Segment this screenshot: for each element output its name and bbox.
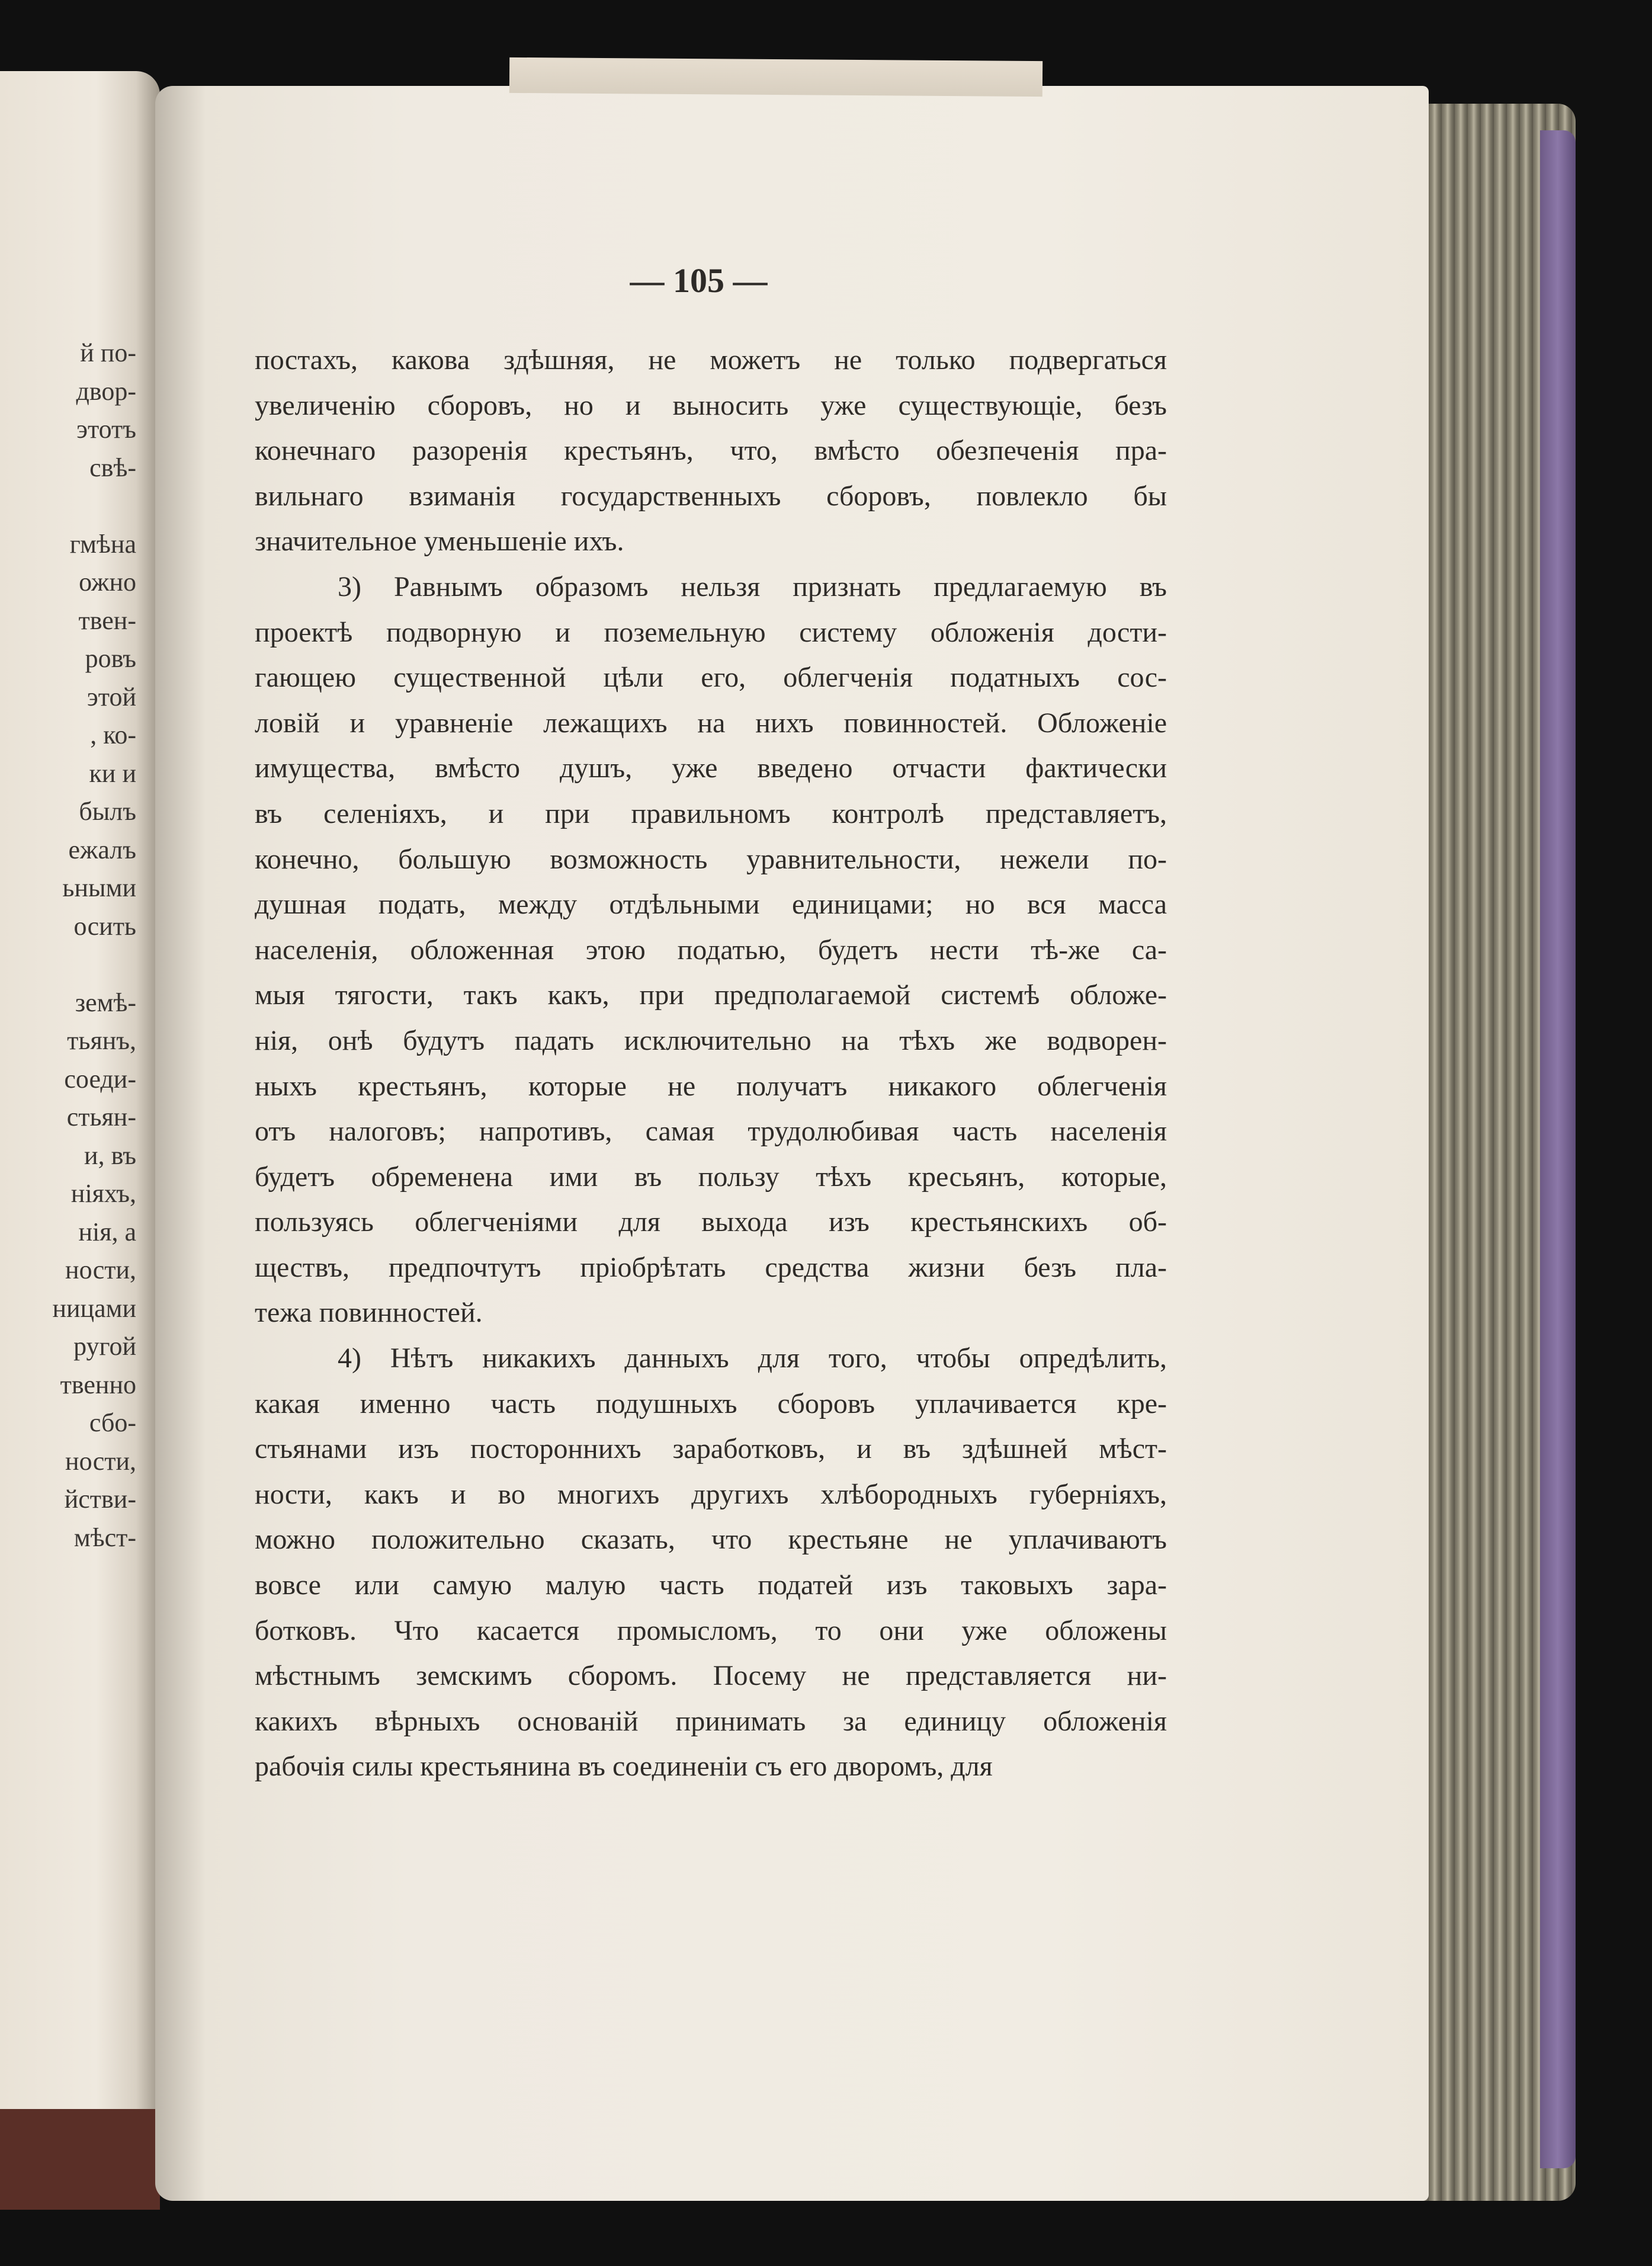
previous-page-line: былъ [79, 797, 136, 826]
previous-page-line: стьян- [66, 1102, 136, 1132]
paragraph [255, 565, 1167, 1336]
text-line: ботковъ. Что касается промысломъ, то они уже обложены [255, 1614, 1167, 1646]
text-line: можно положительно сказать, что крестьяне не уплачиваютъ [255, 1524, 1167, 1556]
text-line: ности, какъ и во многихъ другихъ хлѣбородныхъ губерніяхъ, [255, 1478, 1167, 1510]
text-line: ществъ, предпочтутъ пріобрѣтать средства жизни безъ пла- [255, 1251, 1167, 1283]
page-number-text: — 105 — [630, 261, 768, 300]
text-line: въ селеніяхъ, и при правильномъ контролѣ представляетъ, [255, 797, 1167, 829]
text-line: вильнаго взиманія государственныхъ сборовъ, повлекло бы [255, 480, 1167, 512]
text-line: будетъ обременена ими въ пользу тѣхъ кресьянъ, которые, [255, 1161, 1167, 1193]
text-line: ловій и уравненіе лежащихъ на нихъ повинностей. Обложеніе [255, 707, 1167, 739]
previous-page-line: тьянъ, [67, 1026, 136, 1055]
previous-page-line: нія, а [78, 1217, 136, 1246]
previous-page [0, 71, 160, 2186]
previous-page-line: й по- [80, 338, 136, 367]
previous-page-line: свѣ- [89, 453, 136, 482]
previous-page-line: твен- [78, 605, 136, 635]
previous-page-line: ожно [79, 568, 136, 597]
page-body-text [255, 338, 1167, 1790]
text-line: какихъ вѣрныхъ основаній принимать за единицу обложенія [255, 1705, 1167, 1737]
text-line: ныхъ крестьянъ, которые не получатъ никакого облегченія [255, 1070, 1167, 1102]
previous-page-line: и, въ [84, 1140, 136, 1170]
text-line: нія, онѣ будутъ падать исключительно на тѣхъ же водворен- [255, 1024, 1167, 1056]
previous-page-line: ежалъ [68, 835, 136, 864]
text-line: конечнаго разоренія крестьянъ, что, вмѣсто обезпеченія пра- [255, 435, 1167, 467]
previous-page-line: йстви- [64, 1485, 136, 1514]
book-cover-left [0, 2109, 160, 2210]
text-line: какая именно часть подушныхъ сборовъ уплачивается кре- [255, 1387, 1167, 1419]
previous-page-line: ности, [65, 1255, 136, 1284]
previous-page-line: соеди- [64, 1064, 136, 1094]
text-line: значительное уменьшеніе ихъ. [255, 525, 624, 557]
book-cover-right [1540, 130, 1576, 2168]
previous-page-line: ки и [89, 758, 136, 788]
text-line: населенія, обложенная этою податью, будетъ нести тѣ-же са- [255, 934, 1167, 966]
previous-page-line: этотъ [76, 415, 136, 444]
previous-page-line: двор- [76, 376, 136, 406]
text-line: гающею существенной цѣли его, облегченія податныхъ сос- [255, 662, 1167, 694]
text-line: стьянами изъ постороннихъ заработковъ, и въ здѣшней мѣст- [255, 1433, 1167, 1465]
text-line: проектѣ подворную и поземельную систему обложенія дости- [255, 616, 1167, 648]
text-line: рабочія силы крестьянина въ соединеніи съ его дворомъ, для [255, 1751, 993, 1783]
paragraph [255, 1336, 1167, 1790]
text-line: пользуясь облегченіями для выхода изъ крестьянскихъ об- [255, 1206, 1167, 1238]
page-number [0, 261, 1652, 300]
text-line: душная подать, между отдѣльными единицами; но вся масса [255, 889, 1167, 921]
text-line: увеличенію сборовъ, но и выносить уже существующіе, безъ [255, 389, 1167, 421]
text-line: 4) Нѣтъ никакихъ данныхъ для того, чтобы опредѣлить, [338, 1342, 1167, 1374]
text-line: тежа повинностей. [255, 1297, 483, 1329]
text-line: мѣстнымъ земскимъ сборомъ. Посему не представляется ни- [255, 1660, 1167, 1692]
previous-page-line: ровъ [85, 644, 136, 673]
paper-strip [509, 57, 1042, 97]
previous-page-line: ности, [65, 1446, 136, 1476]
text-line: отъ налоговъ; напротивъ, самая трудолюбивая часть населенія [255, 1116, 1167, 1148]
previous-page-line: гмѣна [69, 529, 136, 559]
text-line: конечно, большую возможность уравнительности, нежели по- [255, 843, 1167, 875]
text-line: вовсе или самую малую часть податей изъ таковыхъ зара- [255, 1569, 1167, 1601]
paragraph [255, 338, 1167, 565]
previous-page-line: твенно [60, 1370, 136, 1399]
text-line: имущества, вмѣсто душъ, уже введено отчасти фактически [255, 752, 1167, 784]
previous-page-line: мѣст- [73, 1523, 136, 1552]
previous-page-line: осить [73, 911, 136, 941]
previous-page-line: ніяхъ, [70, 1179, 136, 1208]
text-line: мыя тягости, такъ какъ, при предполагаемой системѣ обложе- [255, 979, 1167, 1011]
text-line: 3) Равнымъ образомъ нельзя признать предлагаемую въ [338, 570, 1167, 602]
previous-page-line: сбо- [89, 1408, 136, 1437]
previous-page-line: ругой [73, 1332, 136, 1361]
previous-page-line: ницами [52, 1293, 136, 1323]
previous-page-line: земѣ- [75, 988, 136, 1017]
previous-page-line: этой [86, 682, 136, 711]
text-line: постахъ, какова здѣшняя, не можетъ не только подвергаться [255, 344, 1167, 376]
previous-page-line: , ко- [90, 720, 136, 749]
previous-page-line: ьными [62, 873, 136, 902]
